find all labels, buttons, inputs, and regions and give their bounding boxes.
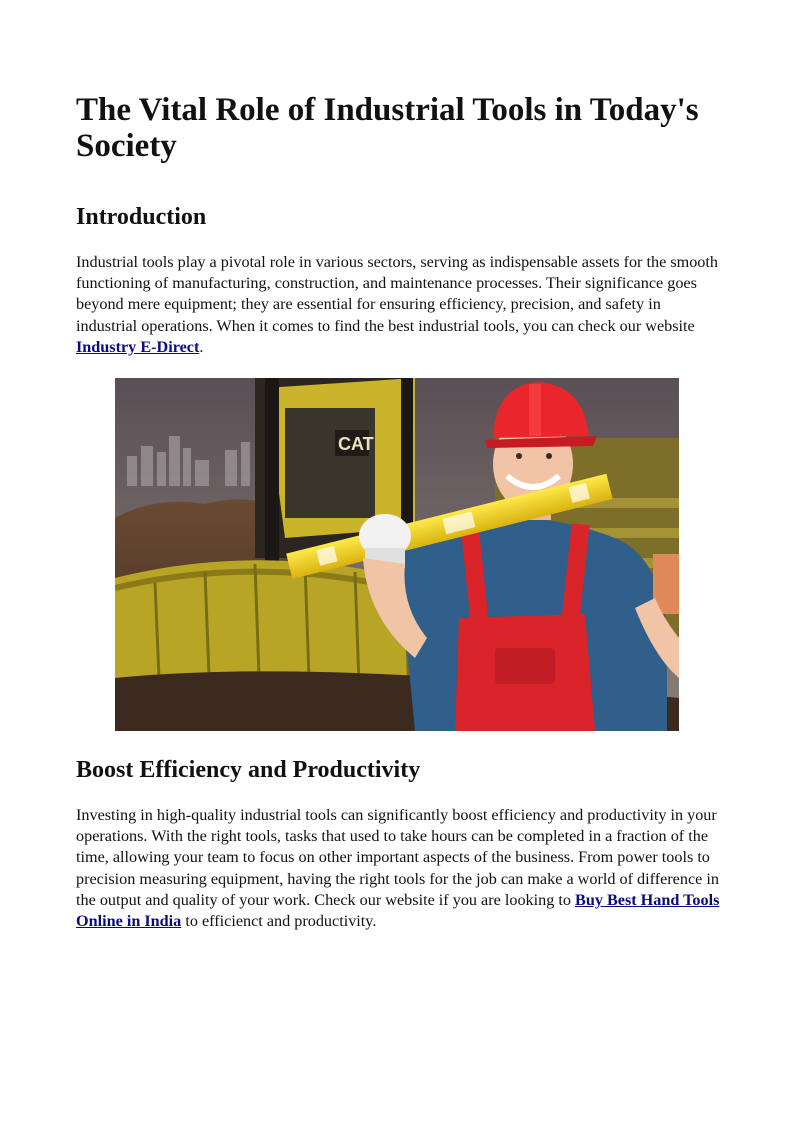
introduction-text-end: . xyxy=(199,337,204,356)
efficiency-paragraph xyxy=(76,805,721,932)
article-title: The Vital Role of Industrial Tools in Today's Society xyxy=(76,92,699,164)
article xyxy=(76,92,721,932)
efficiency-text-end: to efficienct and productivity. xyxy=(181,912,377,931)
industry-edirect-link[interactable]: Industry E-Direct xyxy=(76,337,200,356)
efficiency-text: Investing in high-quality industrial tools can significantly boost efficiency and productivity in your operations. With the right tools, tasks that used to take hours can be completed in a fraction of the time, allowing your team to focus on other important aspects of the business. From power tools to precision measuring equipment, having the right tools for the job can make a world of difference in the output and quality of your work. Check our website if you are looking to xyxy=(76,806,719,909)
buy-hand-tools-link[interactable]: Buy Best Hand Tools Online in India xyxy=(76,890,720,931)
cat-badge: CAT xyxy=(338,434,374,455)
efficiency-heading: Boost Efficiency and Productivity xyxy=(76,757,421,784)
hero-image-worker-bulldozer xyxy=(115,378,679,731)
introduction-heading: Introduction xyxy=(76,204,207,230)
introduction-paragraph xyxy=(76,252,721,358)
introduction-text: Industrial tools play a pivotal role in various sectors, serving as indispensable assets for the smooth functioning of manufacturing, construction, and maintenance processes. Their significance goes beyond mere equipment; they are essential for ensuring efficiency, precision, and safety in industrial operations. When it comes to find the best industrial tools, you can check our website xyxy=(76,253,718,335)
